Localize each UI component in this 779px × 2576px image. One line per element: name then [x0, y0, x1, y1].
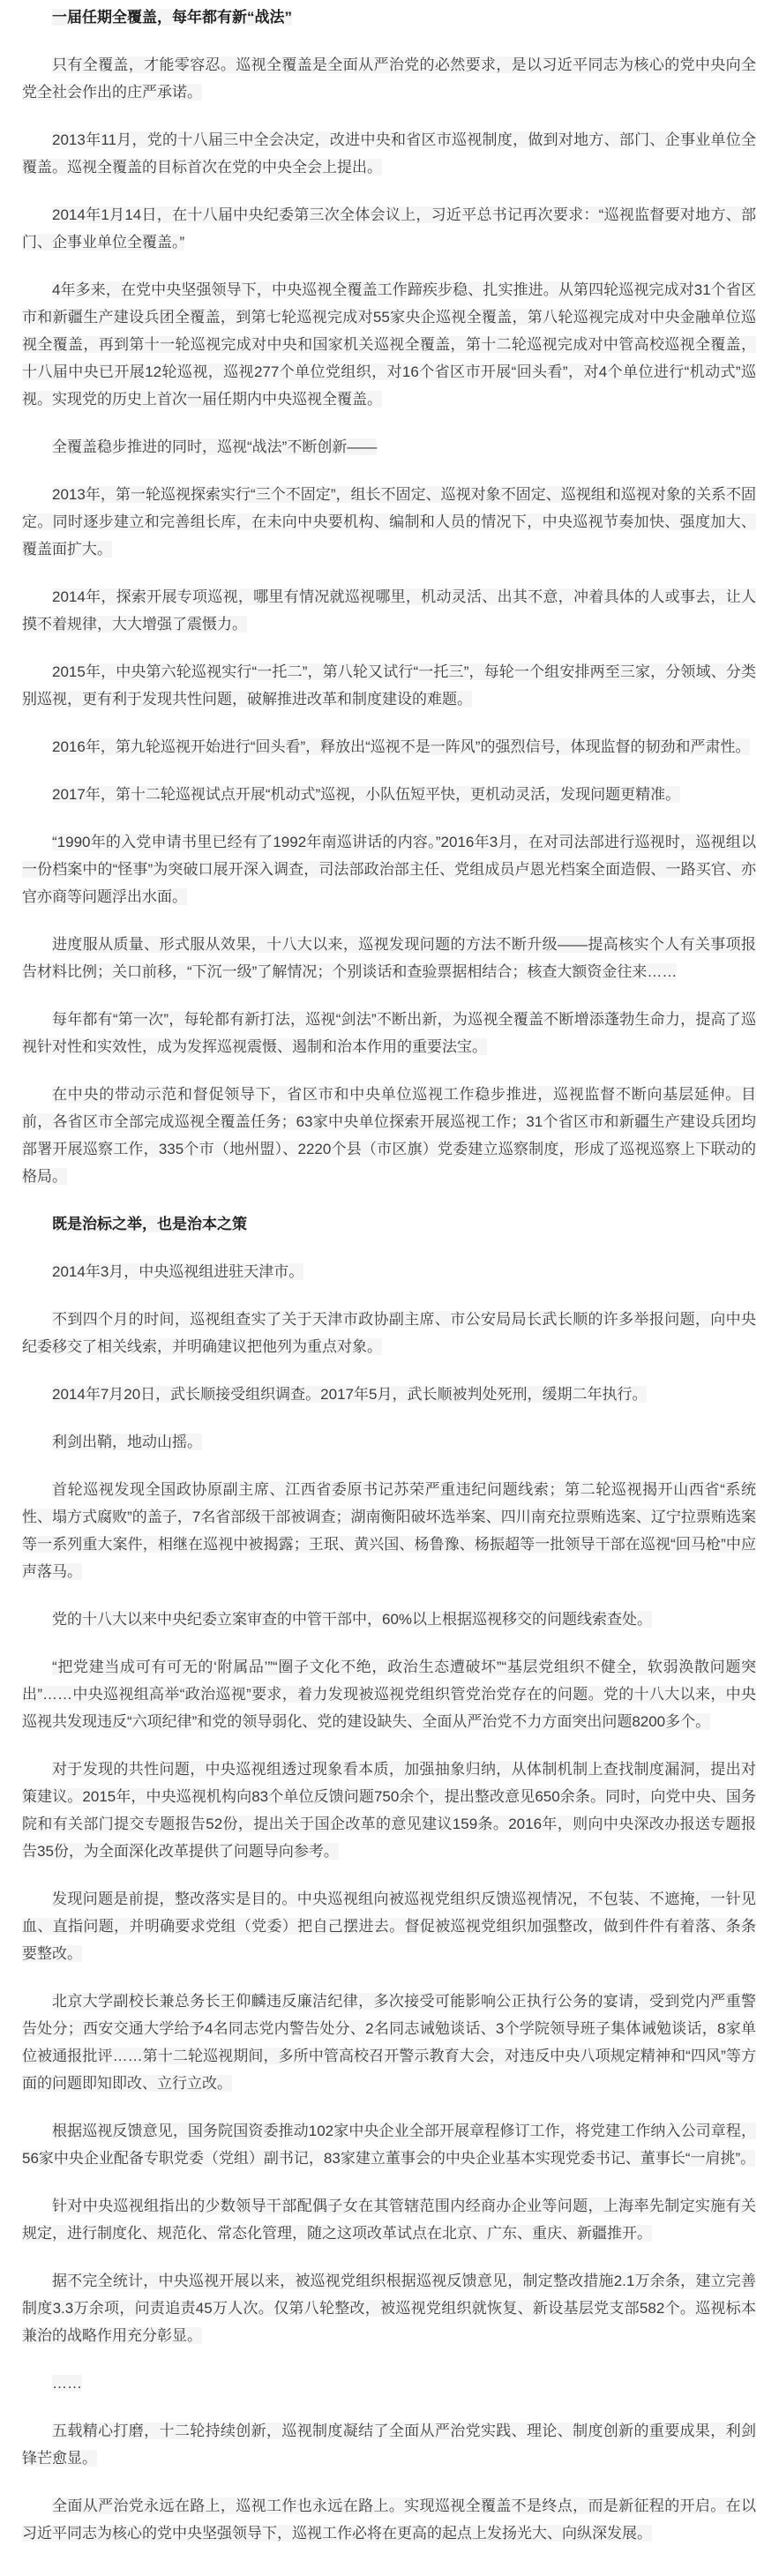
paragraph-text: 根据巡视反馈意见，国务院国资委推动102家中央企业全部开展章程修订工作，将党建工作纳入公司章程，56家中央企业配备专职党委（党组）副书记，83家建立董事会的中央企业基本实现党委书记、董事长“一肩挑”。: [22, 2123, 756, 2167]
article-paragraph: [22, 2117, 756, 2172]
paragraph-text: 不到四个月的时间，巡视组查实了关于天津市政协副主席、市公安局局长武长顺的许多举报问题，向中央纪委移交了相关线索，并明确建议把他列为重点对象。: [22, 1311, 756, 1355]
paragraph-text: 一届任期全覆盖，每年都有新“战法”: [52, 9, 292, 26]
section-heading: [22, 4, 756, 31]
paragraph-text: 2016年，第九轮巡视开始进行“回头看”，释放出“巡视不是一阵风”的强烈信号，体现监督的韧劲和严肃性。: [52, 738, 751, 755]
article-paragraph: [22, 1006, 756, 1060]
paragraph-text: 2017年，第十二轮巡视试点开展“机动式”巡视，小队伍短平快，更机动灵活，发现问题更精准。: [52, 786, 681, 803]
article-paragraph: [22, 931, 756, 985]
paragraph-text: 2015年，中央第六轮巡视实行“一托二”，第八轮又试行“一托三”，每轮一个组安排两至三家，分领域、分类别巡视，更有利于发现共性问题，破解推进改革和制度建设的难题。: [22, 663, 756, 708]
paragraph-text: 北京大学副校长兼总务长王仰麟违反廉洁纪律，多次接受可能影响公正执行公务的宴请，受到党内严重警告处分；西安交通大学给予4名同志党内警告处分、2名同志诫勉谈话、3个学院领导班子集体诫勉谈话，8家单位被通报批评……第十二轮巡视期间，多所中管高校召开警示教育大会，对违反中央八项规定精神和“四风”等方面的问题即知即改、立行立改。: [22, 1993, 756, 2092]
paragraph-text: 2013年，第一轮巡视探索实行“三个不固定”，组长不固定、巡视对象不固定、巡视组和巡视对象的关系不固定。同时逐步建立和完善组长库，在未向中央要机构、编制和人员的情况下，中央巡视节奏加快、强度加大、覆盖面扩大。: [22, 486, 756, 558]
paragraph-text: 2014年7月20日，武长顺接受组织调查。2017年5月，武长顺被判处死刑，缓期二年执行。: [52, 1386, 648, 1403]
paragraph-text: 党的十八大以来中央纪委立案审查的中管干部中，60%以上根据巡视移交的问题线索查处。: [52, 1611, 653, 1628]
article-paragraph: [22, 1258, 756, 1285]
article-paragraph: [22, 1428, 756, 1456]
article-paragraph: [22, 1476, 756, 1585]
article-paragraph: [22, 583, 756, 638]
article-paragraph: [22, 1081, 756, 1190]
paragraph-text: 2014年，探索开展专项巡视，哪里有情况就巡视哪里，机动灵活、出其不意，冲着具体的人或事去，让人摸不着规律，大大增强了震慑力。: [22, 588, 756, 633]
article-body: [22, 4, 756, 2547]
article-paragraph: [22, 1756, 756, 1865]
paragraph-text: 发现问题是前提，整改落实是目的。中央巡视组向被巡视党组织反馈巡视情况，不包装、不遮掩，一针见血、直指问题，并明确要求党组（党委）把自己摆进去。督促被巡视党组织加强整改，做到件件有着落、条条要整改。: [22, 1891, 756, 1962]
article-paragraph: [22, 1306, 756, 1360]
paragraph-text: 全面从严治党永远在路上，巡视工作也永远在路上。实现巡视全覆盖不是终点，而是新征程的开启。在以习近平同志为核心的党中央坚强领导下，巡视工作必将在更高的起点上发扬光大、向纵深发展。: [22, 2497, 756, 2542]
article-paragraph: [22, 51, 756, 106]
article-paragraph: [22, 2417, 756, 2472]
paragraph-text: 针对中央巡视组指出的少数领导干部配偶子女在其管辖范围内经商办企业等问题，上海率先制定实施有关规定，进行制度化、规范化、常态化管理，随之这项改革试点在北京、广东、重庆、新疆推开。: [22, 2198, 756, 2242]
paragraph-text: 2013年11月，党的十八届三中全会决定，改进中央和省区市巡视制度，做到对地方、部门、企事业单位全覆盖。巡视全覆盖的目标首次在党的中央全会上提出。: [22, 131, 756, 176]
paragraph-text: 在中央的带动示范和督促领导下，省区市和中央单位巡视工作稳步推进，巡视监督不断向基层延伸。目前，各省区市全部完成巡视全覆盖任务；63家中央单位探索开展巡视工作；31个省区市和新疆生产建设兵团均部署开展巡察工作，335个市（地州盟）、2220个县（市区旗）党委建立巡察制度，形成了巡视巡察上下联动的格局。: [22, 1086, 756, 1185]
article-paragraph: [22, 276, 756, 413]
article-paragraph: [22, 1653, 756, 1735]
article-paragraph: [22, 1381, 756, 1408]
article-paragraph: [22, 828, 756, 910]
paragraph-text: 据不完全统计，中央巡视开展以来，被巡视党组织根据巡视反馈意见，制定整改措施2.1万余条，建立完善制度3.3万余项，问责追责45万人次。仅第八轮整改，被巡视党组织就恢复、新设基层党支部582个。巡视标本兼治的战略作用充分彰显。: [22, 2273, 756, 2344]
article-paragraph: [22, 658, 756, 713]
paragraph-text: 2014年3月，中央巡视组进驻天津市。: [52, 1263, 304, 1280]
paragraph-text: 全覆盖稳步推进的同时，巡视“战法”不断创新——: [52, 438, 378, 455]
section-heading: [22, 1210, 756, 1238]
paragraph-text: 既是治标之举，也是治本之策: [52, 1216, 247, 1232]
article-paragraph: [22, 1988, 756, 2097]
article-paragraph: [22, 126, 756, 181]
paragraph-text: 利剑出鞘，地动山摇。: [52, 1434, 202, 1450]
article-paragraph: [22, 2192, 756, 2247]
article-paragraph: [22, 2370, 756, 2397]
article-paragraph: [22, 433, 756, 461]
paragraph-text: ……: [52, 2375, 82, 2392]
paragraph-text: 对于发现的共性问题，中央巡视组透过现象看本质，加强抽象归纳，从体制机制上查找制度漏洞，提出对策建议。2015年，中央巡视机构向83个单位反馈问题750余个，提出整改意见650余条。同时，向党中央、国务院和有关部门提交专题报告52份，提出关于国企改革的意见建议159条。2016年，则向中央深改办报送专题报告35份，为全面深化改革提供了问题导向参考。: [22, 1761, 757, 1860]
paragraph-text: “1990年的入党申请书里已经有了1992年南巡讲话的内容。”2016年3月，在对司法部进行巡视时，巡视组以一份档案中的“怪事”为突破口展开深入调查，司法部政治部主任、党组成员卢恩光档案全面造假、一路买官、亦官亦商等问题浮出水面。: [22, 834, 756, 905]
article-paragraph: [22, 2492, 756, 2547]
article-paragraph: [22, 733, 756, 760]
article-paragraph: [22, 201, 756, 256]
paragraph-text: “把党建当成可有可无的‘附属品’”“圈子文化不绝，政治生态遭破坏”“基层党组织不健全，软弱涣散问题突出”……中央巡视组高举“政治巡视”要求，着力发现被巡视党组织管党治党存在的问题。党的十八大以来，中央巡视共发现违反“六项纪律”和党的领导弱化、党的建设缺失、全面从严治党不力方面突出问题8200多个。: [22, 1659, 756, 1730]
paragraph-text: 2014年1月14日，在十八届中央纪委第三次全体会议上，习近平总书记再次要求：“巡视监督要对地方、部门、企事业单位全覆盖。”: [22, 206, 756, 251]
paragraph-text: 进度服从质量、形式服从效果，十八大以来，巡视发现问题的方法不断升级——提高核实个人有关事项报告材料比例；关口前移，“下沉一级”了解情况；个别谈话和查验票据相结合；核查大额资金往来……: [22, 936, 756, 980]
article-paragraph: [22, 2267, 756, 2349]
paragraph-text: 4年多来，在党中央坚强领导下，中央巡视全覆盖工作蹄疾步稳、扎实推进。从第四轮巡视完成对31个省区市和新疆生产建设兵团全覆盖，到第七轮巡视完成对55家央企巡视全覆盖，第八轮巡视完成对中央金融单位巡视全覆盖，再到第十一轮巡视完成对中央和国家机关巡视全覆盖，第十二轮巡视完成对中管高校巡视全覆盖，十八届中央已开展12轮巡视，巡视277个单位党组织，对16个省区市开展“回头看”，对4个单位进行“机动式”巡视。实现党的历史上首次一届任期内中央巡视全覆盖。: [22, 281, 756, 408]
article-paragraph: [22, 1885, 756, 1967]
paragraph-text: 首轮巡视发现全国政协原副主席、江西省委原书记苏荣严重违纪问题线索；第二轮巡视揭开山西省“系统性、塌方式腐败”的盖子，7名省部级干部被调查；湖南衡阳破坏选举案、四川南充拉票贿选案、辽宁拉票贿选案等一系列重大案件，相继在巡视中被揭露；王珉、黄兴国、杨鲁豫、杨振超等一批领导干部在巡视“回马枪”中应声落马。: [22, 1481, 756, 1580]
paragraph-text: 五载精心打磨，十二轮持续创新，巡视制度凝结了全面从严治党实践、理论、制度创新的重要成果，利剑锋芒愈显。: [22, 2422, 756, 2467]
article-paragraph: [22, 1606, 756, 1633]
article-paragraph: [22, 781, 756, 808]
paragraph-text: 只有全覆盖，才能零容忍。巡视全覆盖是全面从严治党的必然要求，是以习近平同志为核心的党中央向全党全社会作出的庄严承诺。: [22, 56, 756, 101]
paragraph-text: 每年都有“第一次”，每轮都有新打法，巡视“剑法”不断出新，为巡视全覆盖不断增添蓬勃生命力，提高了巡视针对性和实效性，成为发挥巡视震慑、遏制和治本作用的重要法宝。: [22, 1011, 756, 1055]
article-paragraph: [22, 481, 756, 563]
